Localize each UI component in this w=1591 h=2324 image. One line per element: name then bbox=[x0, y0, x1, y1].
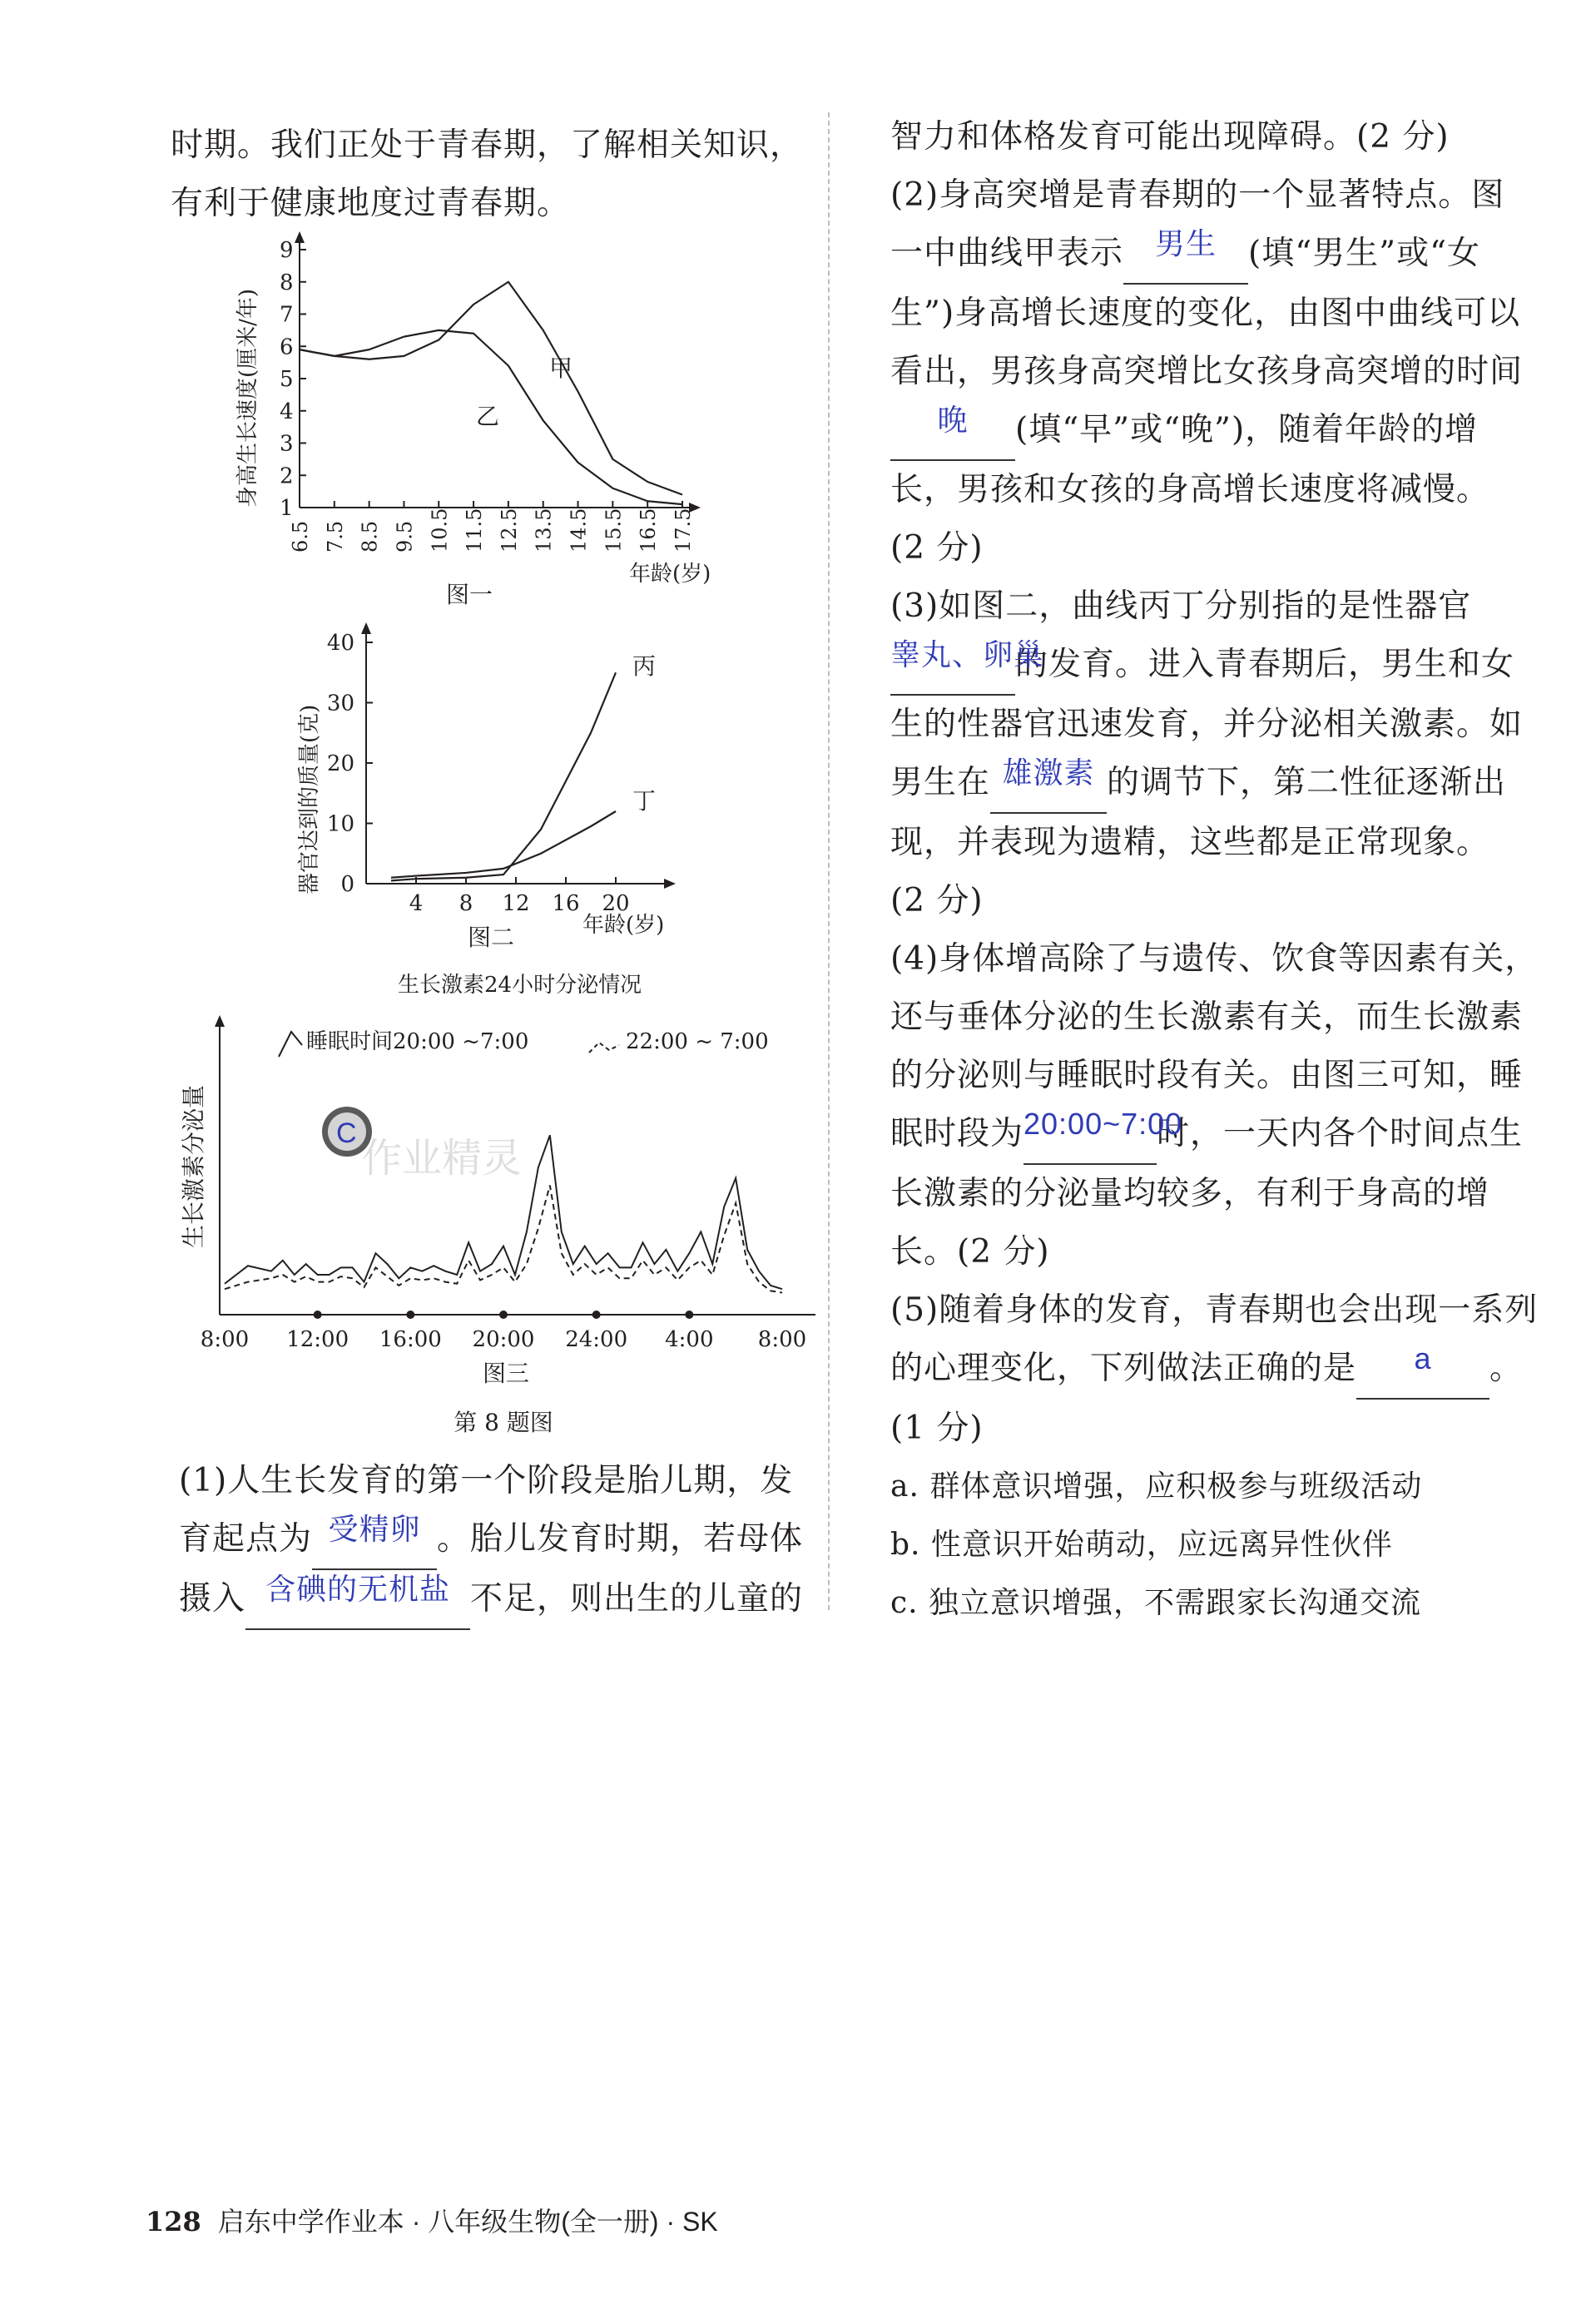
q3-line-2 bbox=[890, 636, 1523, 696]
q4-line-4-pre: 眠时段为 bbox=[890, 1115, 1024, 1152]
fig1-y-tick-label: 5 bbox=[280, 367, 294, 392]
fig2-x-arrow bbox=[664, 879, 676, 889]
q5-line-2-pre: 的心理变化，下列做法正确的是 bbox=[890, 1350, 1357, 1387]
fig3-x-tick-label: 12:00 bbox=[286, 1327, 349, 1352]
fig2-caption: 图二 bbox=[468, 924, 515, 949]
fig2-x-tick-label: 8 bbox=[458, 891, 473, 916]
q1-answer-2-blank[interactable] bbox=[245, 1570, 470, 1630]
fig3-legend-dashed-icon bbox=[589, 1043, 619, 1053]
q2-answer-2-blank[interactable] bbox=[890, 401, 1015, 461]
fig1-series-jia bbox=[300, 282, 682, 495]
q1-answer-2: 含碘的无机盐 bbox=[265, 1572, 451, 1606]
moon-icon bbox=[656, 1113, 689, 1153]
q3-line-2-post: 的发育。进入青春期后，男生和女 bbox=[1015, 646, 1515, 683]
intro-line-2: 有利于健康地度过青春期。 bbox=[171, 185, 571, 222]
fig3-x-tick-label: 8:00 bbox=[757, 1327, 807, 1352]
fig1-x-tick-label: 9.5 bbox=[393, 520, 417, 553]
fig1-xlabel: 年龄(岁) bbox=[629, 562, 711, 587]
figure-2 bbox=[283, 616, 699, 952]
fig2-y-tick-label: 0 bbox=[340, 872, 354, 897]
q2-line-2-pre: 一中曲线甲表示 bbox=[890, 235, 1124, 272]
q4-line-1: (4)身体增高除了与遗传、饮食等因素有关， bbox=[890, 940, 1539, 978]
fig1-x-tick-label: 7.5 bbox=[323, 520, 347, 553]
q3-line-3: 生的性器官迅速发育，并分泌相关激素。如 bbox=[890, 706, 1524, 743]
q2-answer-1: 男生 bbox=[1155, 226, 1217, 260]
fig2-label-ding: 丁 bbox=[632, 787, 657, 815]
fig3-legend-dashed: 22:00 ~ 7:00 bbox=[626, 1029, 769, 1054]
fig1-y-tick-label: 4 bbox=[280, 399, 294, 424]
q4-line-2: 还与垂体分泌的生长激素有关，而生长激素 bbox=[890, 998, 1524, 1036]
q4-line-5: 长激素的分泌量均较多，有利于身高的增 bbox=[890, 1175, 1490, 1212]
q1-line-1: (1)人生长发育的第一个阶段是胎儿期，发 bbox=[179, 1462, 794, 1499]
fig1-y-tick-label: 6 bbox=[280, 334, 294, 360]
fig2-y-tick-label: 20 bbox=[326, 751, 354, 776]
fig1-y-tick-label: 8 bbox=[280, 270, 294, 295]
q2-answer-2: 晚 bbox=[937, 403, 969, 437]
fig2-x-tick-label: 16 bbox=[552, 891, 580, 916]
fig3-x-tick-label: 24:00 bbox=[565, 1327, 628, 1352]
q2-line-3: 生”)身高增长速度的变化，由图中曲线可以 bbox=[890, 295, 1521, 332]
fig3-x-tick-dot bbox=[314, 1311, 322, 1319]
fig3-x-tick-dot bbox=[406, 1311, 414, 1319]
q1-answer-1-blank[interactable] bbox=[312, 1510, 437, 1570]
q2-score: (2 分) bbox=[890, 529, 984, 567]
q3-line-1: (3)如图二，曲线丙丁分别指的是性器官 bbox=[890, 587, 1472, 625]
fig2-y-tick-label: 30 bbox=[326, 691, 354, 716]
fig2-series-bing bbox=[391, 672, 616, 880]
q4-answer-blank[interactable] bbox=[1023, 1105, 1183, 1165]
fig3-x-tick-label: 20:00 bbox=[472, 1327, 535, 1352]
fig1-label-yi: 乙 bbox=[476, 403, 500, 430]
fig2-label-bing: 丙 bbox=[632, 652, 657, 680]
q3-answer-2-blank[interactable] bbox=[990, 754, 1107, 814]
fig1-y-tick-label: 2 bbox=[280, 463, 294, 489]
fig1-x-tick-label: 12.5 bbox=[497, 508, 521, 553]
q2-answer-1-blank[interactable] bbox=[1123, 225, 1248, 285]
r-line-1: 智力和体格发育可能出现障碍。(2 分) bbox=[890, 118, 1450, 156]
page-footer bbox=[146, 2201, 718, 2239]
q5-line-2 bbox=[890, 1340, 1523, 1400]
fig2-x-tick-label: 4 bbox=[409, 891, 424, 916]
fig2-y-tick-label: 10 bbox=[326, 811, 354, 837]
q2-line-5 bbox=[890, 401, 1523, 461]
figure-2-chart bbox=[283, 616, 699, 949]
fig1-caption: 图一 bbox=[446, 581, 493, 608]
fig1-ylabel: 身高生长速度(厘米/年) bbox=[235, 288, 260, 508]
q5-line-1: (5)随着身体的发育，青春期也会出现一系列 bbox=[890, 1291, 1539, 1329]
fig3-legend-solid: 睡眠时间20:00 ~7:00 bbox=[306, 1029, 529, 1054]
fig1-x-tick-label: 6.5 bbox=[289, 520, 312, 553]
q1-line-2-pre: 育起点为 bbox=[179, 1520, 313, 1558]
fig3-ylabel: 生长激素分泌量 bbox=[180, 1084, 207, 1248]
q3-line-5: 现，并表现为遗精，这些都是正常现象。 bbox=[890, 824, 1490, 861]
q1-line-3-post: 不足，则出生的儿童的 bbox=[470, 1580, 804, 1618]
q2-line-1: (2)身高突增是青春期的一个显著特点。图 bbox=[890, 176, 1505, 214]
fig2-y-arrow bbox=[361, 622, 371, 634]
q3-answer-2: 雄激素 bbox=[1002, 756, 1095, 790]
q3-score: (2 分) bbox=[890, 882, 984, 919]
book-title: 启东中学作业本 · 八年级生物(全一册) · SK bbox=[217, 2207, 718, 2237]
fig3-x-tick-label: 16:00 bbox=[379, 1327, 442, 1352]
fig3-x-tick-dot bbox=[499, 1311, 508, 1319]
fig3-x-tick-label: 4:00 bbox=[665, 1327, 714, 1352]
q2-line-2 bbox=[890, 225, 1523, 285]
q1-line-3 bbox=[179, 1570, 828, 1630]
q2-line-2-post: (填“男生”或“女 bbox=[1248, 235, 1481, 272]
q1-answer-1: 受精卵 bbox=[328, 1512, 421, 1546]
q4-line-4 bbox=[890, 1105, 1523, 1165]
fig3-legend-solid-icon bbox=[279, 1032, 302, 1057]
fig3-x-tick-dot bbox=[592, 1311, 601, 1319]
option-a: a. 群体意识增强，应积极参与班级活动 bbox=[890, 1469, 1423, 1504]
fig1-y-tick-label: 7 bbox=[280, 302, 294, 328]
sun-icon-letter: C bbox=[336, 1117, 357, 1149]
q3-answer-1: 睾丸、卵巢 bbox=[890, 637, 1045, 671]
fig1-x-tick-label: 15.5 bbox=[602, 508, 626, 553]
fig1-x-tick-label: 8.5 bbox=[358, 520, 382, 553]
q1-line-2-post: 。胎儿发育时期，若母体 bbox=[437, 1520, 804, 1558]
q3-answer-1-blank[interactable] bbox=[890, 636, 1045, 696]
fig2-y-tick-label: 40 bbox=[326, 631, 354, 656]
right-column bbox=[890, 108, 1539, 1633]
figure-3-chart bbox=[166, 965, 832, 1431]
q5-answer-blank[interactable] bbox=[1356, 1340, 1489, 1400]
fig3-x-tick-label: 8:00 bbox=[200, 1327, 250, 1352]
column-divider bbox=[828, 112, 830, 1610]
fig2-xlabel: 年龄(岁) bbox=[582, 913, 665, 938]
fig1-label-jia: 甲 bbox=[549, 354, 573, 382]
fig1-x-tick-label: 10.5 bbox=[428, 508, 452, 553]
q2-line-6: 长，男孩和女孩的身高增长速度将减慢。 bbox=[890, 471, 1490, 508]
fig2-x-tick-label: 20 bbox=[602, 891, 630, 916]
q5-score: (1 分) bbox=[890, 1410, 984, 1447]
q4-line-3: 的分泌则与睡眠时段有关。由图三可知，睡 bbox=[890, 1057, 1524, 1094]
fig3-caption: 图三 bbox=[483, 1360, 530, 1387]
left-column bbox=[171, 116, 820, 233]
question-1 bbox=[179, 1452, 828, 1630]
question-figure-caption: 第 8 题图 bbox=[454, 1409, 553, 1436]
fig3-y-arrow bbox=[215, 1015, 225, 1027]
fig1-y-tick-label: 1 bbox=[280, 496, 294, 521]
figure-3 bbox=[166, 965, 832, 1435]
q2-line-5-post: (填“早”或“晚”)，随着年龄的增 bbox=[1015, 411, 1479, 448]
option-b: b. 性意识开始萌动，应远离异性伙伴 bbox=[890, 1528, 1393, 1562]
watermark-text: 作业精灵 bbox=[362, 1135, 523, 1182]
q5-line-2-post: 。 bbox=[1489, 1350, 1524, 1387]
q2-line-4: 看出，男孩身高突增比女孩身高突增的时间 bbox=[890, 353, 1524, 390]
fig1-x-tick-label: 17.5 bbox=[672, 508, 695, 553]
q3-line-4-post: 的调节下，第二性征逐渐出 bbox=[1107, 764, 1507, 801]
fig2-x-tick-label: 12 bbox=[502, 891, 530, 916]
fig2-ylabel: 器官达到的质量(克) bbox=[297, 704, 322, 894]
figure-1-chart bbox=[166, 225, 749, 616]
figure-1 bbox=[166, 225, 749, 619]
q3-line-4-pre: 男生在 bbox=[890, 764, 991, 801]
fig1-y-tick-label: 9 bbox=[280, 238, 294, 263]
q3-line-4 bbox=[890, 754, 1523, 814]
fig3-series-dashed bbox=[225, 1186, 782, 1293]
q5-answer: a bbox=[1414, 1341, 1432, 1375]
fig1-x-tick-label: 16.5 bbox=[637, 508, 661, 553]
intro-line-1: 时期。我们正处于青春期，了解相关知识， bbox=[171, 126, 804, 164]
page-number: 128 bbox=[146, 2206, 201, 2237]
fig1-x-tick-label: 13.5 bbox=[532, 508, 556, 553]
fig3-title: 生长激素24小时分泌情况 bbox=[398, 973, 642, 998]
q4-line-4-post: 时，一天内各个时间点生 bbox=[1157, 1115, 1524, 1152]
fig1-y-tick-label: 3 bbox=[280, 431, 294, 457]
fig1-y-arrow bbox=[295, 231, 305, 243]
fig1-x-tick-label: 11.5 bbox=[463, 508, 487, 553]
fig1-x-tick-label: 14.5 bbox=[567, 508, 591, 553]
option-c: c. 独立意识增强，不需跟家长沟通交流 bbox=[890, 1586, 1422, 1620]
q4-line-6: 长。(2 分) bbox=[890, 1233, 1050, 1271]
q1-line-2 bbox=[179, 1510, 828, 1570]
q1-line-3-pre: 摄入 bbox=[179, 1580, 246, 1618]
q4-answer: 20:00~7:00 bbox=[1023, 1107, 1183, 1141]
fig2-series-ding bbox=[391, 811, 616, 878]
fig3-x-tick-dot bbox=[685, 1311, 693, 1319]
